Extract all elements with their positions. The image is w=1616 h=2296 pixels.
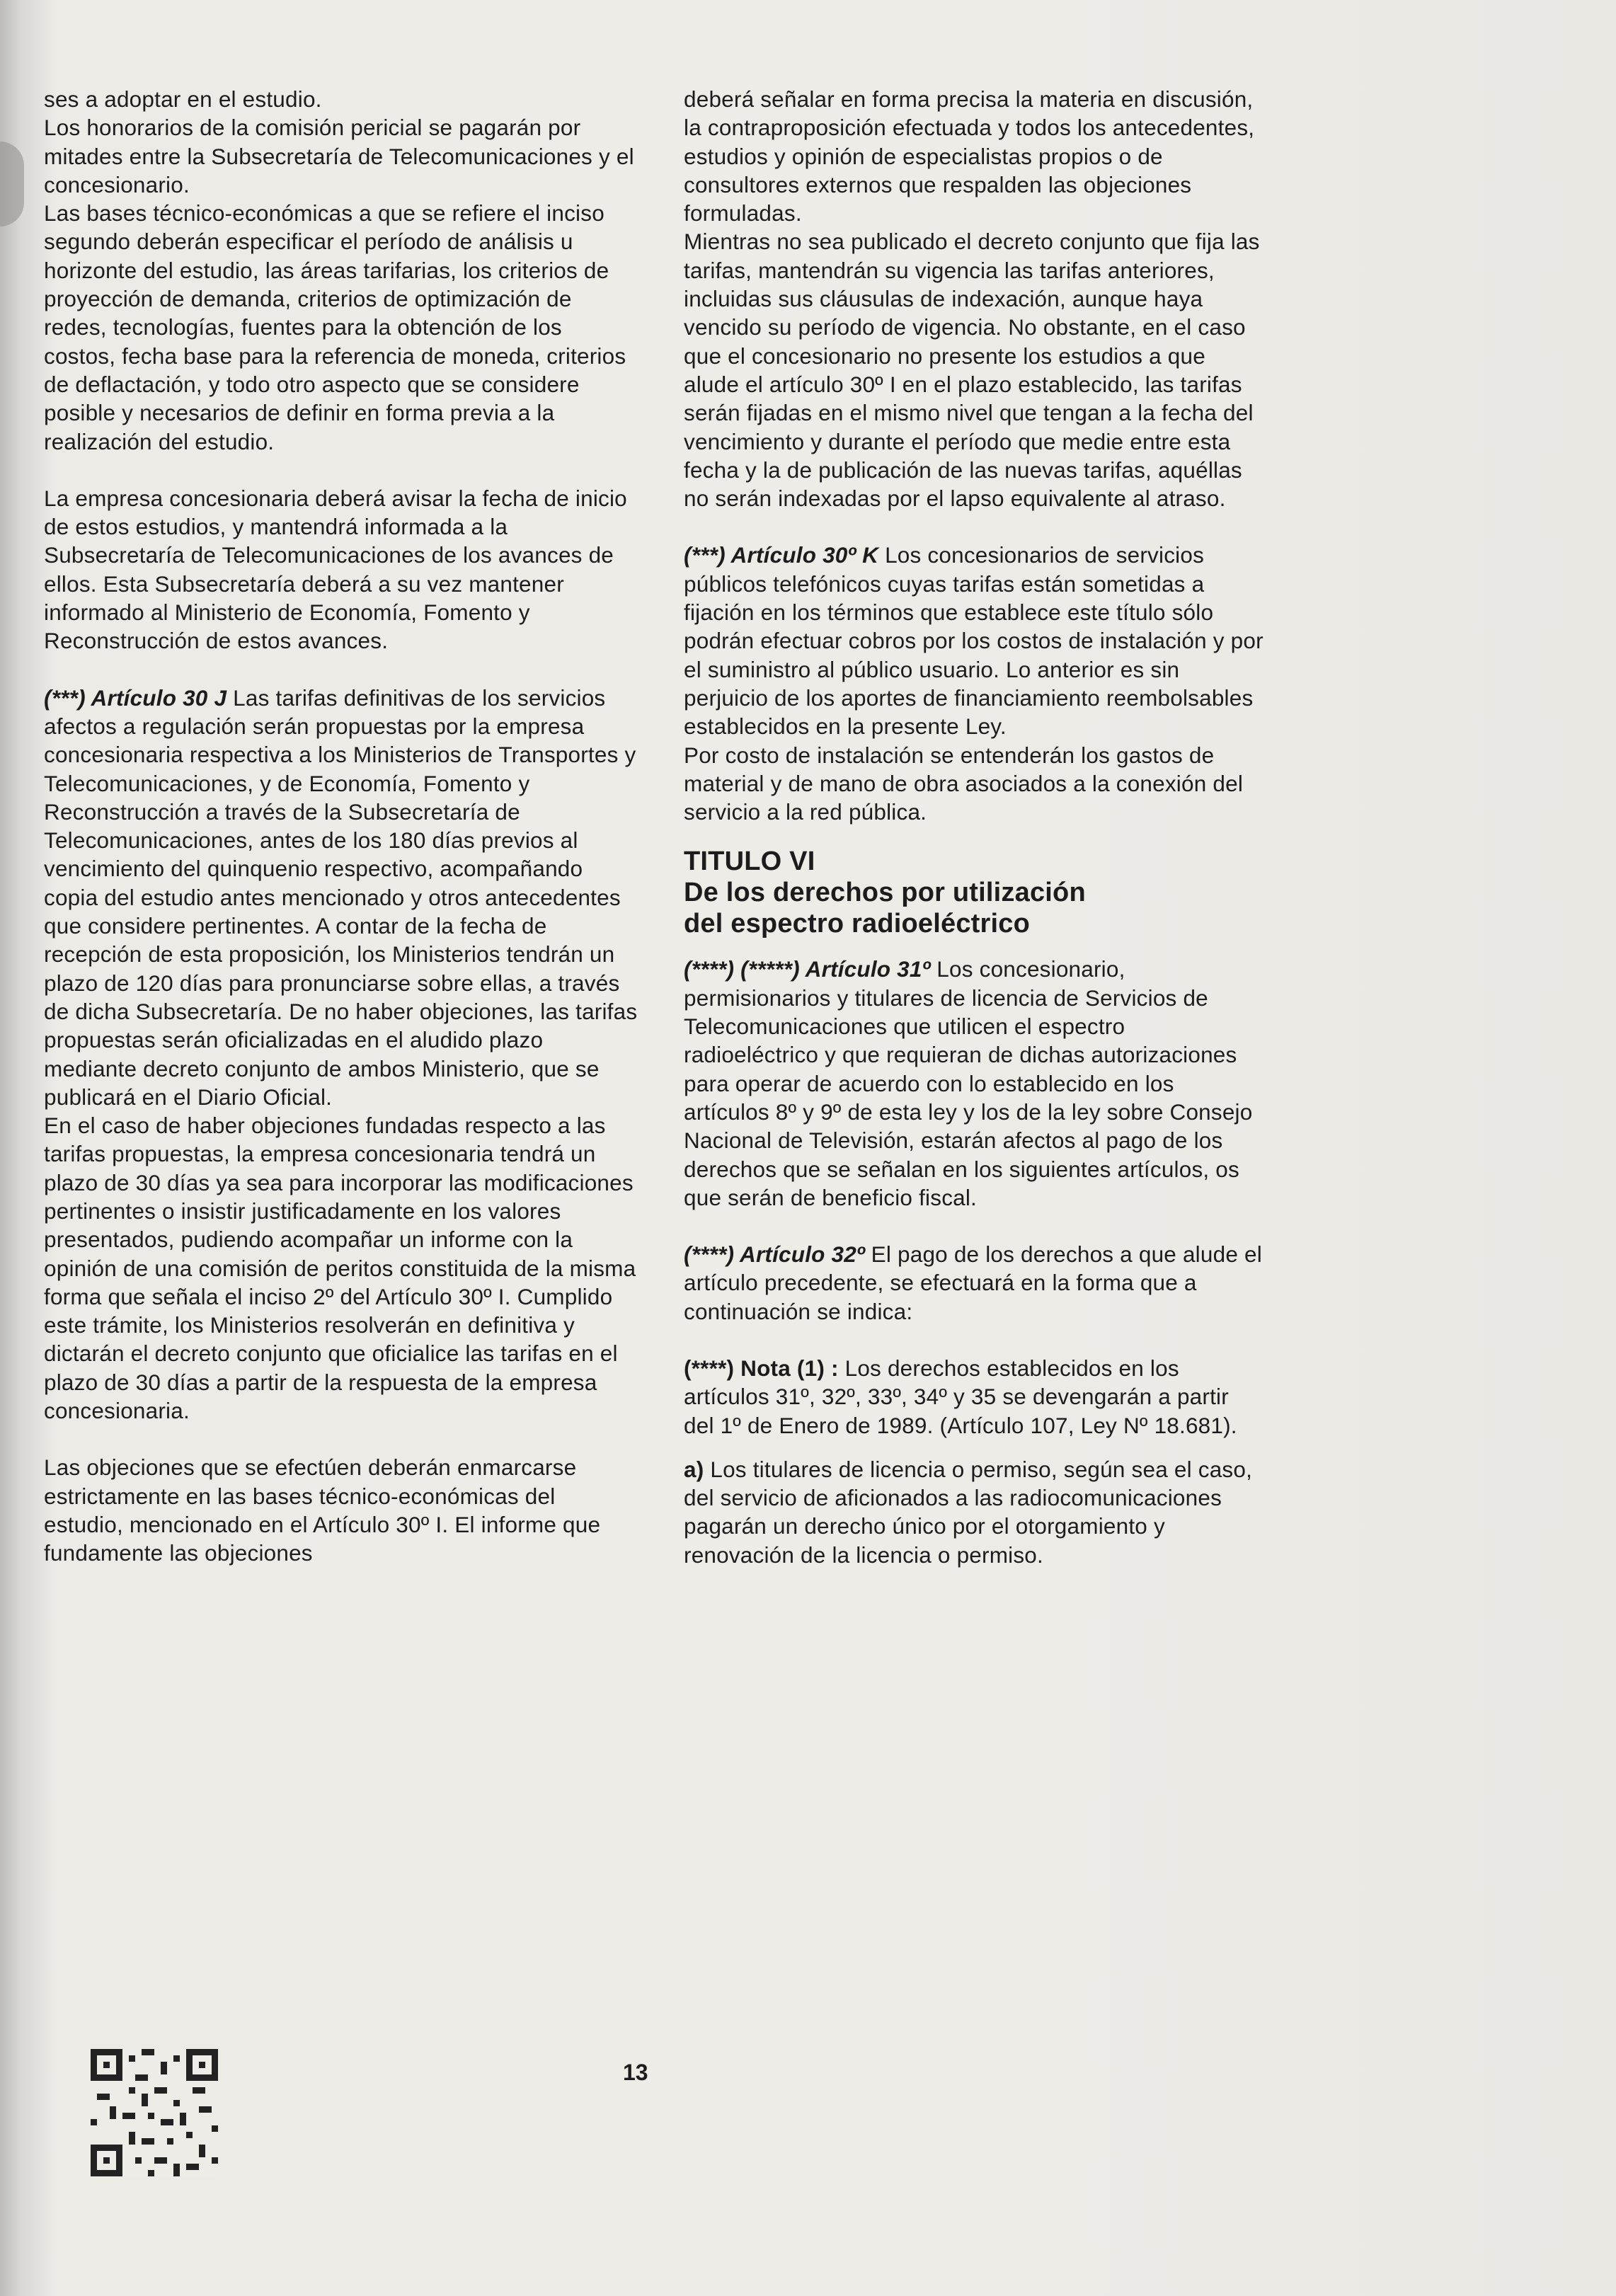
article-30k (684, 541, 1264, 740)
binding-ring (0, 142, 24, 226)
item-a-text: Los titulares de licencia o permiso, según sea el caso, del servicio de aficionados a las radiocomunicaciones pagarán un derecho único por el otorgamiento y renovación de la licencia o permiso. (684, 1456, 1253, 1568)
right-paragraph-2: Mientras no sea publicado el decreto conjunto que fija las tarifas, mantendrán su vigencia las tarifas anteriores, incluidas sus cláusulas de indexación, aunque haya vencido su período de vigencia. No obstante, en el caso que el concesionario no presente los estudios a que alude el artículo 30º I en el plazo establecido, las tarifas serán fijadas en el mismo nivel que tengan a la fecha del vencimiento y durante el período que medie entre esta fecha y la de publicación de las nuevas tarifas, aquéllas no serán indexadas por el lapso equivalente al atraso. (684, 229, 1260, 512)
article-31 (684, 955, 1264, 1212)
article-30j (44, 684, 638, 1111)
left-paragraph-2: Los honorarios de la comisión pericial se pagarán por mitades entre la Subsecretaría de Telecomunicaciones y el concesionario. (44, 115, 634, 197)
title-line-3: del espectro radioeléctrico (684, 909, 1031, 939)
note-1 (684, 1354, 1264, 1440)
left-column (44, 85, 638, 1568)
item-a-marker: a) (684, 1456, 704, 1482)
right-paragraph-1: deberá señalar en forma precisa la materia en discusión, la contraproposición efectuada y todos los antecedentes, estudios y opinión de especialistas propios o de consultores externos que respalden las objeciones formuladas. (684, 86, 1255, 226)
left-paragraph-4: La empresa concesionaria deberá avisar la fecha de inicio de estos estudios, y mantendrá informada a la Subsecretaría de Telecomunicaciones de los avances de ellos. Esta Subsecretaría deberá a su vez mantener informado al Ministerio de Economía, Fomento y Reconstrucción de estos avances. (44, 485, 627, 654)
title-line-2: De los derechos por utilización (684, 878, 1086, 908)
article-30j-heading: (***) Artículo 30 J (44, 684, 227, 711)
article-32 (684, 1240, 1264, 1326)
section-title (684, 846, 1264, 939)
title-number: TITULO VI (684, 846, 815, 877)
page-number: 13 (623, 2060, 648, 2085)
right-column (684, 85, 1264, 1569)
left-paragraph-6: En el caso de haber objeciones fundadas respecto a las tarifas propuestas, la empresa concesionaria tendrá un plazo de 30 días ya sea para incorporar las modificaciones pertinentes o insistir justificadamente en los valores presentados, pudiendo acompañar un informe con la opinión de una comisión de peritos constituida de la misma forma que señala el inciso 2º del Artículo 30º I. Cumplido este trámite, los Ministerios resolverán en definitiva y dictarán el decreto conjunto que oficialice las tarifas en el plazo de 30 días a partir de la respuesta de la empresa concesionaria. (44, 1113, 636, 1424)
qr-code-icon (91, 2049, 218, 2176)
article-31-heading: (****) (*****) Artículo 31º (684, 956, 931, 982)
article-30j-text: Las tarifas definitivas de los servicios afectos a regulación serán propuestas por la empresa concesionaria respectiva a los Ministerios de Transportes y Telecomunicaciones, y de Economía, Fomento y Reconstrucción a través de la Subsecretaría de Telecomunicaciones, antes de los 180 días previos al vencimiento del quinquenio respectivo, acompañando copia del estudio antes mencionado y otros antecedentes que considere pertinentes. A contar de la fecha de recepción de esta proposición, los Ministerios tendrán un plazo de 120 días para pronunciarse sobre ellas, a través de dicha Subsecretaría. De no haber objeciones, las tarifas propuestas serán oficializadas en el aludido plazo mediante decreto conjunto de ambos Ministerio, que se publicará en el Diario Oficial. (44, 684, 638, 1110)
note-1-heading: (****) Nota (1) : (684, 1355, 839, 1381)
left-paragraph-3: Las bases técnico-económicas a que se refiere el inciso segundo deberán especificar el período de análisis u horizonte del estudio, las áreas tarifarias, los criterios de proyección de demanda, criterios de optimización de redes, tecnologías, fuentes para la obtención de los costos, fecha base para la referencia de moneda, criterios de deflactación, y todo otro aspecto que se considere posible y necesarios de definir en forma previa a la realización del estudio. (44, 200, 626, 454)
note-1-text: Los derechos establecidos en los artículos 31º, 32º, 33º, 34º y 35 se devengarán a partir del 1º de Enero de 1989. (Artículo 107, Ley Nº 18.681). (684, 1355, 1237, 1438)
left-paragraph-1: ses a adoptar en el estudio. (44, 86, 322, 112)
article-30k-text: Los concesionarios de servicios públicos telefónicos cuyas tarifas están sometidas a fijación en los términos que establece este título sólo podrán efectuar cobros por los costos de instalación y por el suministro al público usuario. Lo anterior es sin perjuicio de los aportes de financiamiento reembolsables establecidos en la presente Ley. (684, 542, 1263, 740)
item-a (684, 1455, 1264, 1569)
left-paragraph-7: Las objeciones que se efectúen deberán enmarcarse estrictamente en las bases técnico-económicas del estudio, mencionado en el Artículo 30º I. El informe que fundamente las objeciones (44, 1454, 601, 1566)
right-paragraph-4: Por costo de instalación se entenderán los gastos de material y de mano de obra asociados a la conexión del servicio a la red pública. (684, 742, 1244, 825)
article-31-text: Los concesionario, permisionarios y titulares de licencia de Servicios de Telecomunicaciones que utilicen el espectro radioeléctrico y que requieran de dichas autorizaciones para operar de acuerdo con lo establecido en los artículos 8º y 9º de esta ley y los de la ley sobre Consejo Nacional de Televisión, estarán afectos al pago de los derechos que se señalan en los siguientes artículos, os que serán de beneficio fiscal. (684, 956, 1253, 1210)
article-32-heading: (****) Artículo 32º (684, 1241, 865, 1268)
article-30k-heading: (***) Artículo 30º K (684, 542, 879, 568)
article-32-text: El pago de los derechos a que alude el artículo precedente, se efectuará en la forma que a continuación se indica: (684, 1241, 1262, 1324)
